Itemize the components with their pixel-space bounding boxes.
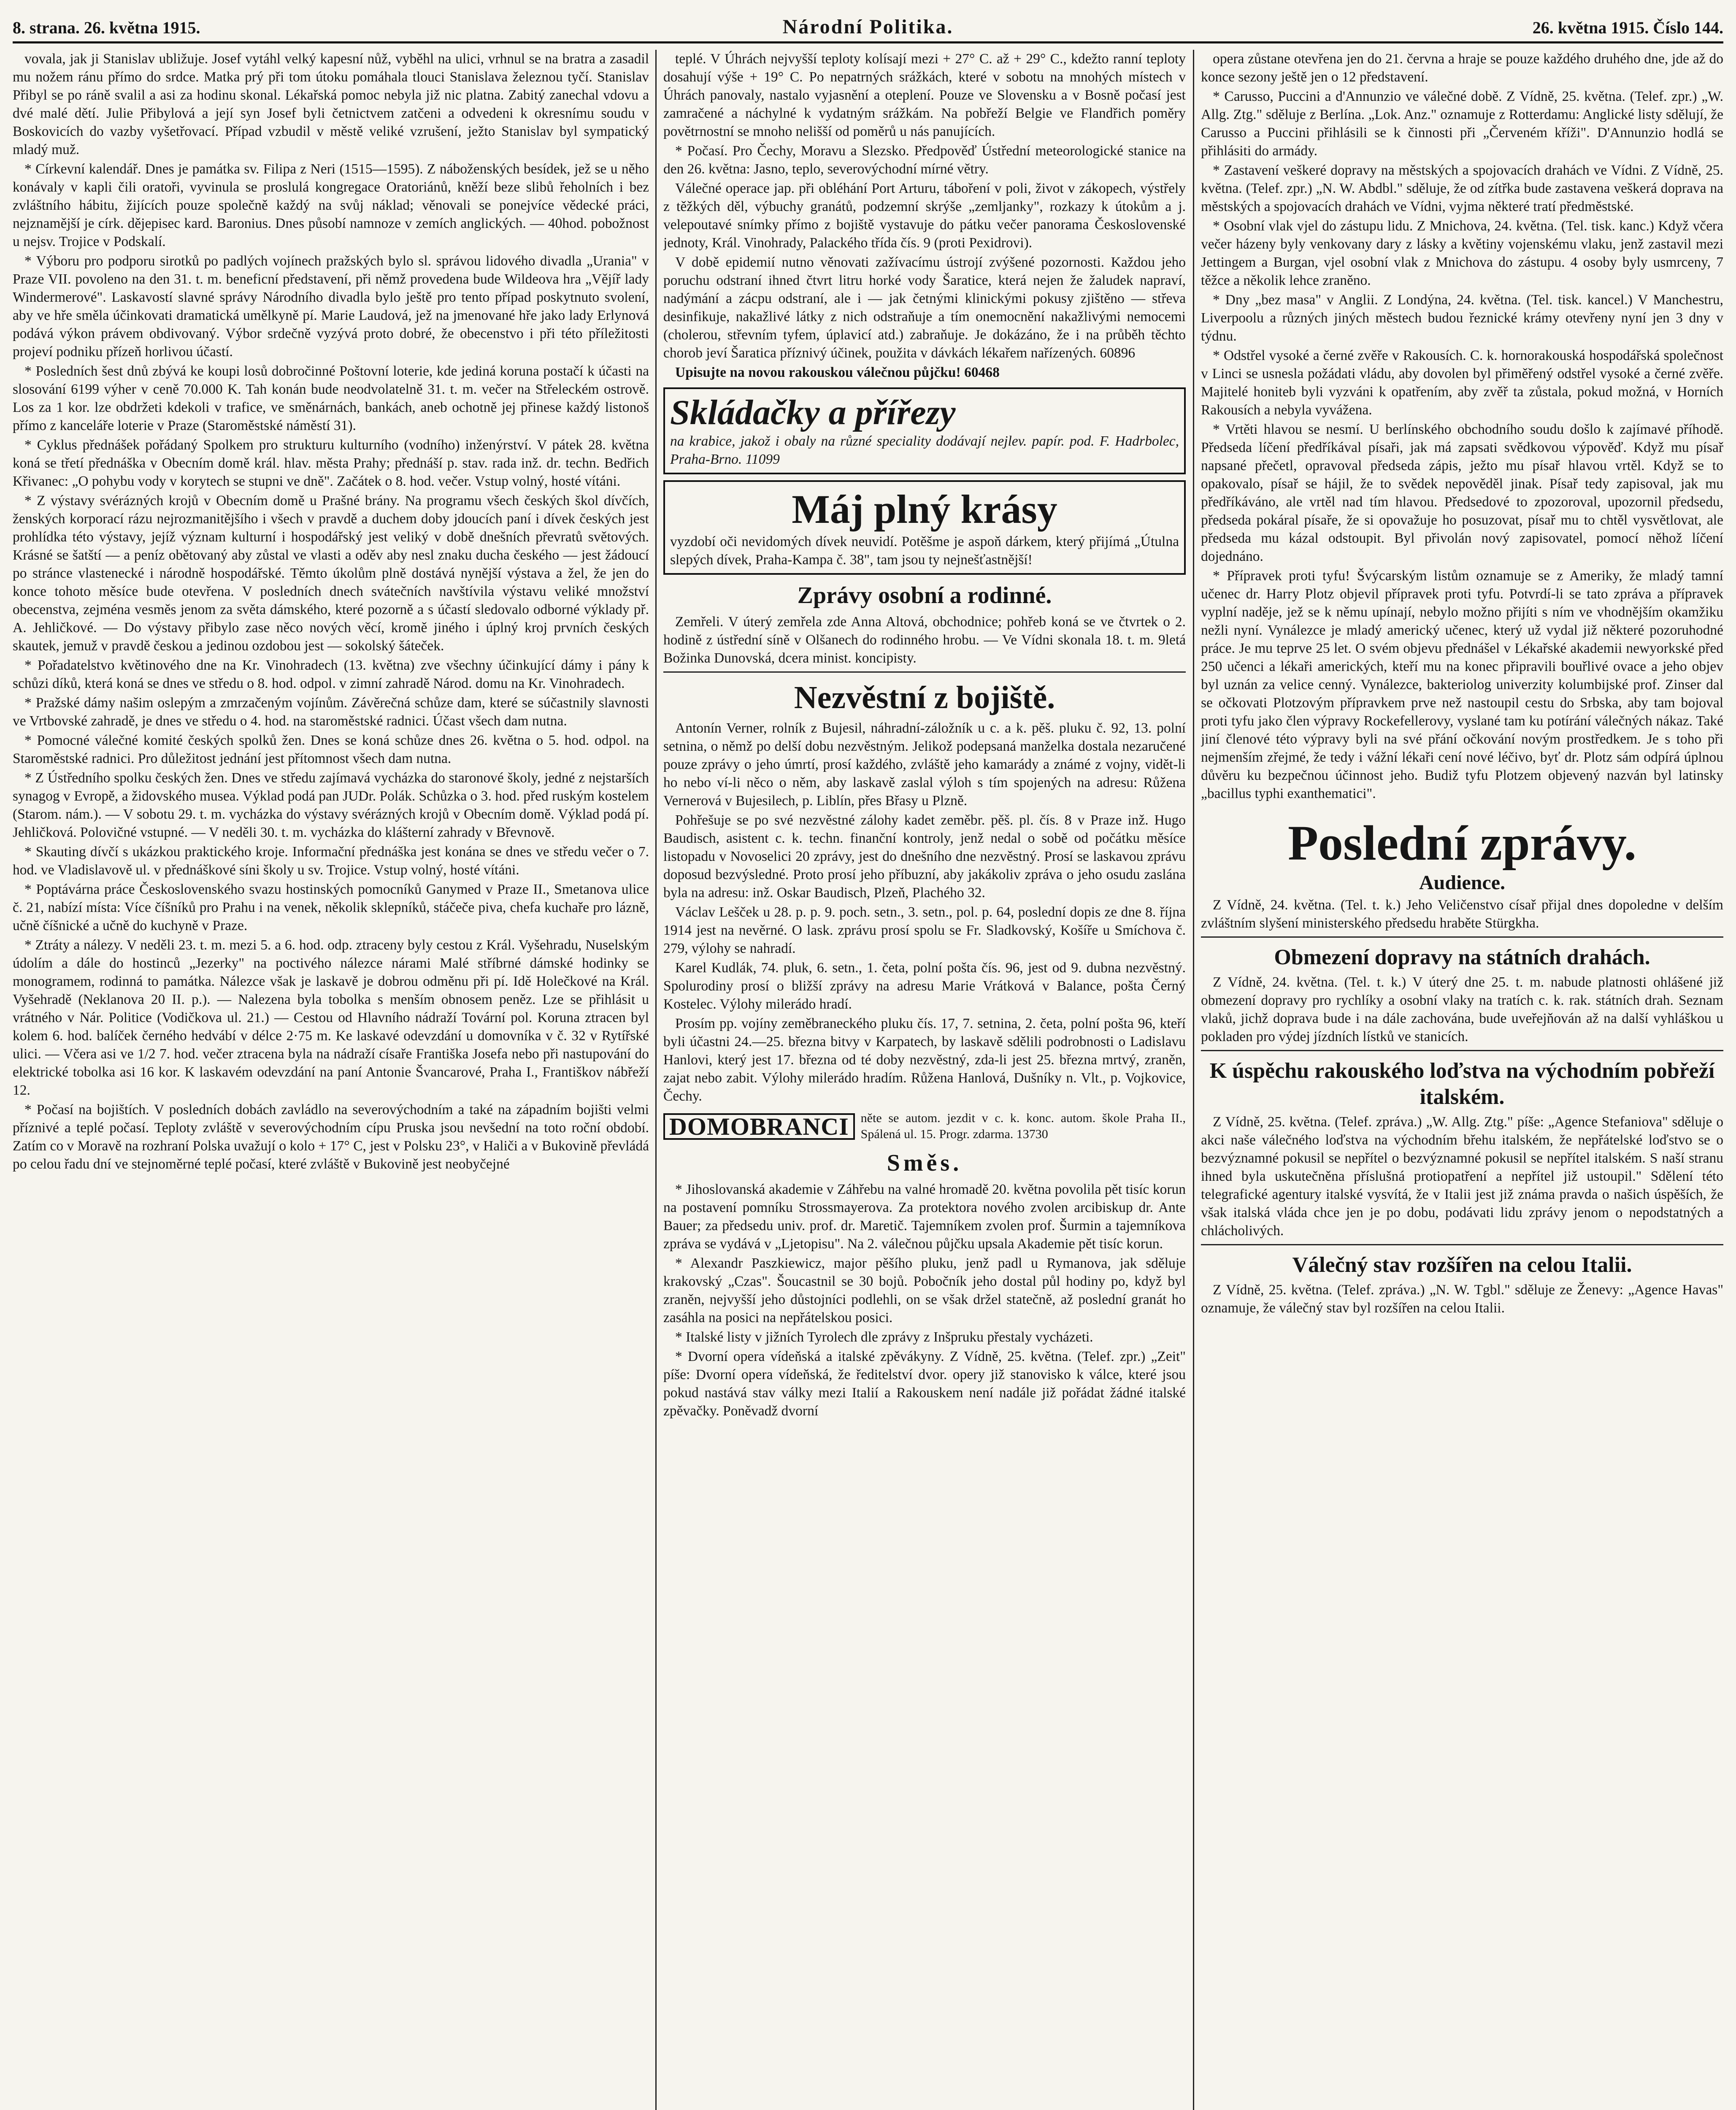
article: * Ztráty a nálezy. V neděli 23. t. m. mezi 5. a 6. hod. odp. ztraceny byly cestou z Král. Vyšehradu, Nuselským údolím a dále do hostinců „Jezerky" na poctivého nálezce nárami Malé stříbrné dámské hodinky se monogramem, rodinná to památka. Nálezce však je laskavě je dobrou odměnu při pí. Idě Holečkové na Král. Vyšehradě (Neklanova 20 II. p.). — Nalezena byla tobolka s menším obnosem peněz. Lze se přihlásit u vrátného v Nár. Politice (Vodičkova ul. 21.) — Cestou od Hlavního nádraží Tovární pol. Koruna ztracen byl kolem 6. hod. balíček černého hedvábí v délce 2·75 m. Ke laskavé odevzdání u domovníka v č. 32 v Rytířské ulici. — Včera asi ve 1/2 7. hod. večer ztracena byla na nádraží císaře Františka Josefa nebo při nastupování do elektrické tobolka asi 16 kor. K laskavém odevzdání na paní Antonie Švancarové, Praha I., Františkov nábřeží 12. [13,937,649,1098]
article: Karel Kudlák, 74. pluk, 6. setn., 1. četa, polní pošta čís. 96, jest od 9. dubna nezvěstný. Spolurodiny prosí o bližší zprávy na adresu Marie Vrátková v Balance, pošta Černý Kostelec. Výlohy milerádo hradí. [663,960,1186,1012]
article: V době epidemií nutno věnovati zažívacímu ústrojí zvýšené pozornosti. Každou jeho poruchu odstraní ihned čtvrt litru horké vody Šaratice, která nejen že žaludek napraví, nadýmání a zácpu odstraní, ale i — jak četnými klinickými pokusy zjištěno — střeva desinfikuje, nakažlivé látky z nich odstraňuje a tím onemocnění nakažlivými nemocemi (cholerou, střevním tyfem, úplavicí atd.) zabraňuje. Je dokázáno, že i na průběh těchto chorob jeví Šaratica příznivý účinek, použita v dávkách lékařem nařízených. 60896 [663,254,1186,361]
article: Z Vídně, 24. května. (Tel. t. k.) V úterý dne 25. t. m. nabude platnosti ohlášené již obmezení dopravy pro rychlíky a osobní vlaky na tratích c. k. rak. státních drah. Seznam vlaků, jichž doprava bude i na dále zachována, bude uveřejňován až na další vyhláškou u pokladen pro výdej jízdních lístků ve stanicích. [1201,974,1723,1044]
ad-text: vyzdobí oči nevidomých dívek neuvidí. Potěšme je aspoň dárkem, který přijímá „Útulna slepých dívek, Praha-Kampa č. 38", tam jsou ty nejnešťastnější! [670,534,1179,568]
advertisement-skladacky [663,387,1186,474]
article: * Alexandr Paszkiewicz, major pěšího pluku, jenž padl u Rymanova, jak sděluje krakovský „Czas". Šoucastnil se 30 bojů. Pobočník jeho dostal půl hodiny po, když byl zraněn, nejvyšší jeho důstojníci podlehli, on se však držel statečně, až poslední granát ho zasáhla na posici na nepřátelskou posici. [663,1255,1186,1326]
article: * Dvorní opera vídeňská a italské zpěvákyny. Z Vídně, 25. května. (Telef. zpr.) „Zeit" píše: Dvorní opera vídeňská, že ředitelství dvor. opery již stanovisko k válce, které jsou pokud nastává stav války mezi Italií a Rakouskem není nadále již pořádat žádné italské zpěvačky. Poněvadž dvorní [663,1349,1186,1419]
article: Zemřeli. V úterý zemřela zde Anna Altová, obchodnice; pohřeb koná se ve čtvrtek o 2. hodině z ústřední síně v Olšanech do rodinného hrobu. — Ve Vídni skonala 18. t. m. 9letá Božinka Dunovská, dcera minist. koncipisty. [663,614,1186,666]
advertisement-domobranci [663,1110,1186,1142]
article: * Výboru pro podporu sirotků po padlých vojínech pražských bylo sl. správou lidového divadla „Urania" v Praze VII. povoleno na den 31. t. m. beneficní představení, při němž provedena bude Wildeova hra „Vějíř lady Windermerové". Laskavostí slavné správy Národního divadla bylo ještě pro tento případ poskytnuto svolení, aby ve hře směla účinkovati dramatická umělkyně pí. Marie Laudová, jež na jmenované hře jako lady Erlynová podává výkon právem obdivovaný. Výbor srdečně vyzývá proto dobré, že obecenstvo i při této příležitosti projeví podniku přízeň horlivou účastí. [13,253,649,360]
divider [1201,1244,1723,1245]
article: * Pomocné válečné komité českých spolků žen. Dnes se koná schůze dnes 26. května o 5. hod. odpol. na Staroměstské radnici. Pro důležitost jednání jest přítomnost všech dam nutna. [13,733,649,766]
article: * Poptávárna práce Československého svazu hostinských pomocníků Ganymed v Praze II., Smetanova ulice č. 21, nabízí místa: Více číšníků pro Prahu i na venek, několik sklepníků, stáčeče piva, chefa kuchaře pro lázně, učně číšnické a učně do kuchyně v Praze. [13,882,649,933]
ad-title: DOMOBRANCI [663,1113,855,1140]
section-heading: Nezvěstní z bojiště. [794,680,1055,715]
column-1 [13,50,649,2110]
article: * Pořadatelstvo květinového dne na Kr. Vinohradech (13. května) zve všechny účinkující dámy i pány k schůzi díků, která koná se dnes ve středu o 8. hod. odpol. v zimní zahradě Národ. domu na Kr. Vinohradech. [13,657,649,691]
article: * Posledních šest dnů zbývá ke koupi losů dobročinné Poštovní loterie, kde jediná koruna postačí k účasti na slosování 6199 výher v ceně 70.000 K. Tah konán bude neodvolatelně 31. t. m. večer na Střeleckém ostrově. Los za 1 kor. lze obdržeti kdekoli v trafice, ve směnárnách, bankách, aneb ochotně jej přinese každý listonoš přímo z kanceláře loterie v Praze (Staroměstské náměstí 31). [13,363,649,433]
divider [1201,936,1723,938]
ad-text: něte se autom. jezdit v c. k. konc. autom. škole Praha II., Spálená ul. 15. Progr. zdarma. 13730 [860,1111,1186,1141]
issue-number: 26. května 1915. Číslo 144. [1532,18,1723,37]
article: Václav Lešček u 28. p. p. 9. poch. setn., 3. setn., pol. p. 64, poslední dopis ze dne 8. října 1914 jest na nevěrné. O lask. zprávu prosí spolu se Fr. Sladkovský, Košíře u Smíchova č. 279, výlohy se nahradí. [663,904,1186,956]
article: * Přípravek proti tyfu! Švýcarským listům oznamuje se z Ameriky, že mladý tamní učenec dr. Harry Plotz objevil přípravek proti tyfu. Potvrdí-li se tato zpráva a přípravek vyplní naděje, jež se k němu upínají, nebylo možno přijíti s ním ve vhodnějším okamžiku nežli nyní. Vynálezce je mladý americký učenec, který už vydal již některé pozoruhodné práce. Je mu teprve 25 let. O svém objevu přednášel v Lékařské akademii newyorkské před 250 učenci a lékaři amerických, kteří mu na konec připravili bouřlivé ovace a jeho objev byl uznán za velice cenný. Vynálezce, bakteriolog univerzity kolumbijské prof. Zinser dal se očkovati Plotzovým přípravkem prve než nastoupil cestu do Srbska, aby tam bojoval proti tyfu jako člen výpravy Rockefellerovy, vyslané tam ku potírání válečných nákaz. Také jiní členové této výpravy byli na své přání očkování novým prostředkem. Je s toho při nejmenším zřejmé, že tedy i vážní lékaři cení nové léčivo, byť dr. Plotz sám odpírá úplnou důvěru ku bezpečnou účinnost jeho. Budiž tyfu Plotzem objevený nazván byl latinsky „bacillus typhi exanthematici". [1201,568,1723,801]
masthead [13,12,1723,43]
article: * Skauting dívčí s ukázkou praktického kroje. Informační přednáška jest konána se dnes ve středu večer o 7. hod. ve Vladislavově ul. v přednáškové síni školy u sv. Trojice. Vstup volný, hosté vítáni. [13,844,649,878]
article: Antonín Verner, rolník z Bujesil, náhradní-záložník u c. a k. pěš. pluku č. 92, 13. polní setnina, o němž po delší dobu nezvěstným. Jelikož podepsaná manželka dostala nezaručené pouze zprávy o jeho úmrtí, prosí každého, zvláště jeho kamarády a známé z vojny, vidět-li ho nebo ví-li něco o něm, aby laskavě zaslal výloh s tím spojených na adresu: Růžena Vernerová v Bujesilech, p. Liblín, přes Břasy u Plzně. [663,720,1186,809]
headline: K úspěchu rakouského loďstva na východním pobřeží italském. [1209,1059,1715,1109]
article: * Osobní vlak vjel do zástupu lidu. Z Mnichova, 24. května. (Tel. tisk. kanc.) Když včera večer házeny byly venkovany dary z lásky a květiny vojenskému vlaku, jenž zastavil mezi Jettingem a Burgan, vjel osobní vlak z Mnichova do zástupu. 4 osoby byly usmrceny, 7 těžce a několik lehce zraněno. [1201,218,1723,288]
article: Prosím pp. vojíny zeměbraneckého pluku čís. 17, 7. setnina, 2. četa, polní pošta 96, kteří byli účastni 24.—25. března bitvy v Karpatech, by laskavě sdělili podrobnosti o Ladislavu Hanlovi, který jest 17. března od té doby nezvěstný, zda-li jest 25. března mrtvý, zraněn, zajat nebo zabit. Výlohy milerádo hradím. Růžena Hanlová, Dušníky n. Vlt., p. Vojkovice, Čechy. [663,1016,1186,1104]
ad-title: Skládačky a přířezy [670,393,956,432]
article: opera zůstane otevřena jen do 21. června a hraje se pouze každého druhého dne, jde až do konce sezony ještě jen o 12 představení. [1201,51,1723,85]
column-rule [655,50,657,2110]
article: * Zastavení veškeré dopravy na městských a spojovacích drahách ve Vídni. Z Vídně, 25. května. (Telef. zpr.) „N. W. Abdbl." sděluje, že od zítřka bude zastavena veškerá doprava na městských a spojovacích drahách ve Vídni, vyjma některé tratí předměstské. [1201,162,1723,214]
article: * Církevní kalendář. Dnes je památka sv. Filipa z Neri (1515—1595). Z náboženských besídek, jež se u něho konávaly v kapli čili oratoři, vyvinula se proslulá kongregace Oratoriánů, kněží beze slibů řeholních i bez zvláštního hábitu, žijících pouze společně každý na svůj náklad; věnovali se ponejvíce vědecké práci, nejznamější je círk. dějepisec kard. Baronius. Dnes působí namnoze v zemích anglických. — 40hod. pobožnost u nejsv. Trojice v Podskalí. [13,161,649,249]
article: * Cyklus přednášek pořádaný Spolkem pro strukturu kulturního (vodního) inženýrství. V pátek 28. května koná se třetí přednáška v Obecním domě král. hlav. města Prahy; přednáší p. stav. rada inž. dr. techn. Bedřich Křivanec: „O pohybu vody v korytech se stupni ve dně". Začátek o 8. hod. večer. Vstup volný, hosté vítáni. [13,437,649,489]
subheading: Audience. [1419,871,1505,894]
article: Z Vídně, 25. května. (Telef. zpráva.) „W. Allg. Ztg." píše: „Agence Stefaniova" sděluje o akci naše válečného loďstva na východním břehu italském, že nepřátelské loďstvo se o bezvýznamné pokusil se nepřítel o bezvýznamné pokusil se nepřítel italském. S naší stranu ihned byla uskutečněna příslušná protiopatření a nepřítel již ustoupil." Sdělení této telegrafické agentury italské vysvítá, že v Italii jest již známa pravda o našich úspěších, že však italská vláda chce jen je po dobu, podávati lidu zprávy jenom o nepodstatných a chlácholivých. [1201,1114,1723,1239]
article: * Pražské dámy našim oslepým a zmrzačeným vojínům. Závěrečná schůze dam, které se súčastnily slavnosti ve Vrtbovské zahradě, je dnes ve středu o 4. hod. na staroměstské radnici. Účast všech dam nutna. [13,695,649,729]
article: * Carusso, Puccini a d'Annunzio ve válečné době. Z Vídně, 25. května. (Telef. zpr.) „W. Allg. Ztg." sděluje z Berlína. „Lok. Anz." oznamuje z Rotterdamu: Anglické listy sdělují, že Carusso a Puccini přihlásili se k činnosti při „Červeném kříži". D'Annunzio hodlá se přihlásiti do armády. [1201,89,1723,159]
ad-text: na krabice, jakož i obaly na různé speciality dodávají nejlev. papír. pod. F. Hadrbolec, Praha-Brno. 11099 [670,433,1179,467]
article: * Italské listy v jižních Tyrolech dle zprávy z Inšpruku přestaly vycházeti. [675,1329,1093,1345]
article: * Z výstavy svérázných krojů v Obecním domě u Prašné brány. Na programu všech českých škol dívčích, ženských korporací rázu nejrozmanitějšího i všech v pravdě a duchem doby jdoucích paní i dívek českých jest prohlídka této výstavy, jejíž význam kulturní i hospodářský jest veliký v době dnešních převratů světových. Krásné se šatští — a peníz obětovaný aby zůstal ve vlasti a oděv aby nesl znaku ducha českého — jest žádoucí po stránce vlastenecké i národně hospodářské. Těmto úkolům plně dostává nynější výstava a žel, že jen do konce tohoto měsíce bude otevřena. V posledních dnech svátečních navštívila výstavu veliké množství obecenstva, zejména vesměs jenom za světa dámského, které pozorně a s účastí sledovalo odborné výklady př. A. Jehličkové. — Do výstavy přibylo zase něco nových věcí, kromě jiného i úplný kroj prvních českých skautek, jemuž v pravdě českou a jedinou ozdobou jest — sokolský šáteček. [13,493,649,654]
divider [1201,1050,1723,1051]
article: * Odstřel vysoké a černé zvěře v Rakousích. C. k. hornorakouská hospodářská společnost v Linci se usnesla požádati vládu, aby dovolen byl přiměřený odstřel vysoké a černé zvěře. Majitelé honiteb byli vyzváni k opatřením, aby zvěř ta zůstala, pokud možná, v Horních Rakousích a nebyla vyvážena. [1201,348,1723,418]
article: Pohřešuje se po své nezvěstné zálohy kadet zeměbr. pěš. pl. čís. 8 v Praze inž. Hugo Baudisch, asistent c. k. techn. finanční kontroly, jenž nedal o sobě od počátku měsíce listopadu v Novoselici 20 zprávy, jest do dnešního dne nezvěstný. Prosí se laskavou zprávu doposud bezvýsledné. Proto prosí jeho příbuzní, aby jakákoliv zpráva o jeho osudu zaslána byla na adresu: inž. Oskar Baudisch, Plzeň, Plachého 32. [663,812,1186,901]
article: * Dny „bez masa" v Anglii. Z Londýna, 24. května. (Tel. tisk. kancel.) V Manchestru, Liverpoolu a různých jiných městech budou řeznické krámy otevřeny nyní jen 3 dny v týdnu. [1201,292,1723,344]
article: Z Vídně, 24. května. (Tel. t. k.) Jeho Veličenstvo císař přijal dnes dopoledne v delším zvláštním slyšení ministerského předsedu hraběte Stürgkha. [1201,897,1723,931]
section-heading-latest-news: Poslední zprávy. [1287,815,1637,871]
article: * Z Ústředního spolku českých žen. Dnes ve středu zajímavá vycházka do staronové školy, jedné z nejstarších synagog v Evropě, a židovského musea. Výklad podá pan JUDr. Polák. Schůzka o 3. hod. před ruským kostelem (Starom. nám.). — V sobotu 29. t. m. vycházka do výstavy svérázných krojů v Obecním domě. Výklad podá pí. Jehličková. Polovičné vstupné. — V neděli 30. t. m. vycházka do klášterní zahrady v Břevnově. [13,770,649,840]
article: vovala, jak ji Stanislav ubližuje. Josef vytáhl velký kapesní nůž, vyběhl na ulici, vrhnul se na bratra a zasadil mu nožem ránu přímo do srdce. Matka prý při tom útoku pomáhala tlouci Stanislava železnou tyčí. Stanislav Přibyl se po ráně svalil a asi za hodinu skonal. Lékařská pomoc nebyla již nic platna. Zabitý zanechal vdovu a dvé malé dětí. Julie Přibylová a její syn Josef byli četnictvem zatčeni a odvedeni k okresnímu soudu v Boskovicích do vazby vyšetřovací. Případ vzbudil v městě veliké vzrušení, ježto Stanislav byl sympatický mladý muž. [13,51,649,157]
advertisement-maj [663,480,1186,575]
article: * Vrtěti hlavou se nesmí. U berlínského obchodního soudu došlo k zajímavé příhodě. Předseda líčení předříkával písaři, jak má zapsati svědkovou výpověď. Když mu písař napsané přečetl, opravoval předseda zápis, ježto mu písař hlavou vrtěl. Když se to opakovalo, písař se hájil, že to svědek nepověděl jinak. Písař tedy zapisoval, jak mu předříkáváno, ale vrtěl nad tím hlavou. Předsedové to zpozoroval, upozornil předsedu, předseda pokáral písaře, že si opovažuje ho posuzovat, písař mu to chtěl vysvětlovat, ale předseda mu kázal odstoupit. Byl přivolán nový zapisovatel, pomocí něhož líčení dojednáno. [1201,422,1723,564]
article: * Jihoslovanská akademie v Záhřebu na valné hromadě 20. května povolila pět tisíc korun na postavení pomníku Strossmayerova. Za protektora nového zvolen arcibiskup dr. Ante Bauer; za předsedu univ. prof. dr. Maretič. Tajemníkem zvolen prof. Šurmin a tajemníkova zpráva se vydává v „Ljetopisu". Na 2. válečnou půjčku upsala Akademie pět tisíc korun. [663,1182,1186,1252]
article: teplé. V Úhrách nejvyšší teploty kolísají mezi + 27° C. až + 29° C., kdežto ranní teploty dosahují výše + 19° C. Po nepatrných srážkách, které v sobotu na mnohých místech v Úhrách panovaly, nastalo vyjasnění a oteplení. Pouze ve Slovensku a v Bosně počasí jest zamračené a náchylné k vydatným srážkám. Na pobřeží Belgie ve Flandřich poměry povětrnostní se mnoho nelišší od poměrů u nás panujících. [663,51,1186,139]
article: * Počasí. Pro Čechy, Moravu a Slezsko. Předpověď Ústřední meteorologické stanice na den 26. května: Jasno, teplo, severovýchodní mírné větry. [663,143,1186,177]
article: Upisujte na novou rakouskou válečnou půjčku! 60468 [675,365,1000,380]
newspaper-title: Národní Politika. [782,16,954,38]
column-rule [1193,50,1194,2110]
column-2 [663,50,1186,2110]
article: Válečné operace jap. při obléhání Port Arturu, táboření v poli, život v zákopech, výstřely z těžkých děl, výbuchy granátů, podzemní skrýše „zemljanky", rozkazy k útokům a j. velepoutavé snímky přímo z bojiště vystavuje do pátku večer panorama Československé jednoty, Král. Vinohrady, Palackého třída čís. 9 (proti Pexidrovi). [663,181,1186,251]
headline: Obmezení dopravy na státních drahách. [1274,945,1650,969]
page-info: 8. strana. 26. května 1915. [13,18,200,37]
section-heading: Zprávy osobní a rodinné. [797,582,1052,609]
headline: Válečný stav rozšířen na celou Italii. [1292,1253,1632,1277]
article: * Počasí na bojištích. V posledních dobách zavládlo na severovýchodním a také na západním bojišti velmi příznivé a teplé počasí. Teploty zvláště v severovýchodním cípu Pruska jsou nevšední na toto roční období. Zatím co v Moravě na rozhraní Polska uvažují o kolo + 17° C, jest v Polsku 23°, v Haliči a v Bukovině převládá po celou řadu dní ve stejnoměrné teplé počasí, které zvláště v Bukovině jest neobyčejné [13,1102,649,1172]
ad-title: Máj plný krásy [792,487,1057,532]
section-heading: Směs. [887,1150,963,1176]
divider [663,671,1186,673]
article: Z Vídně, 25. května. (Telef. zpráva.) „N. W. Tgbl." sděluje ze Ženevy: „Agence Havas" oznamuje, že válečný stav byl rozšířen na celou Italii. [1201,1282,1723,1316]
column-3 [1201,50,1723,2110]
